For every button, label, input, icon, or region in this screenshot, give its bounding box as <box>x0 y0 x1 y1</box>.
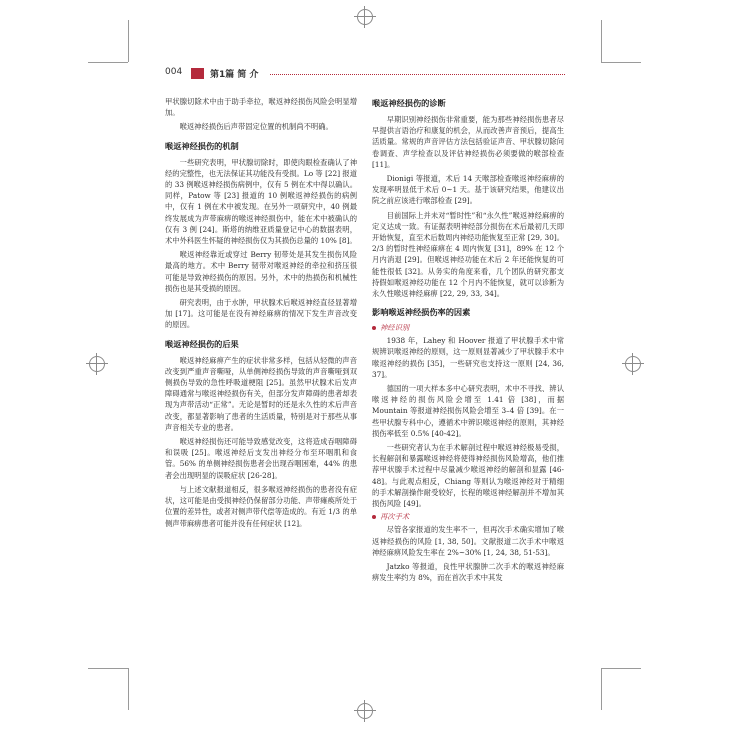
page-number: 004 <box>165 67 183 77</box>
part-title: 第1篇 简 介 <box>210 70 259 80</box>
section-heading-diagnosis: 喉返神经损伤的诊断 <box>372 98 446 108</box>
left-column <box>165 96 357 532</box>
paragraph: Dionigi 等报道，术后 14 天喉部检查喉返神经麻痹的发现率明显低于术后 0~1 天。基于该研究结果，他建议出院之前应该进行喉部检查 [29]。 <box>372 174 564 206</box>
paragraph: 喉返神经靠近或穿过 Berry 韧带处是其发生损伤风险最高的地方。术中 Berry 韧带对喉返神经的牵拉和挤压很可能是导致神经损伤的原因。另外，术中的热损伤和机械性损伤也是其受损的原因。 <box>165 250 357 293</box>
header-rule <box>270 74 565 75</box>
registration-mark-top <box>354 6 376 28</box>
subheading-reoperation <box>372 512 564 522</box>
crop-mark <box>601 20 602 62</box>
paragraph: 一些研究者认为在手术解剖过程中喉返神经极易受损，长程解剖和暴露喉返神经将使得神经损伤风险增高，他们推荐甲状腺手术过程中尽量减少喉返神经的解剖和显露 [46-48]。与此观点相反，Chiang 等则认为喉返神经对于精细的手术解剖操作耐受较好，长程的喉返神经解剖并不增加其损伤风险 [49]。 <box>372 443 564 509</box>
paragraph: 早期识别神经损伤非常重要，能为那些神经损伤患者尽早提供言语治疗和康复的机会，从而改善声音预后，提高生活质量。常规的声音评估方法包括验证声音、甲状腺切除问卷调查、声学检查以及评估神经损伤必须要做的喉部检查 [11]。 <box>372 115 564 169</box>
paragraph: 研究表明，由于水肿，甲状腺术后喉返神经直径显著增加 [17]。这可能是在没有神经麻痹的情况下发生声音改变的原因。 <box>165 298 357 330</box>
crop-mark <box>88 62 128 63</box>
paragraph: 喉返神经麻痹产生的症状非常多样，包括从轻微的声音改变到严重声音嘶哑，从单侧神经损伤导致的声音嘶哑到双侧损伤导致的急性呼吸道梗阻 [25]。虽然甲状腺术后发声障碍通常与喉返神经损伤有关，但部分发声障碍的患者却表现为声带活动“正常”。无论是暂时的还是永久性的术后声音改变，都显著影响了患者的生活质量，特别是对于那些从事声音相关专业的患者。 <box>165 355 357 432</box>
crop-mark <box>601 668 641 669</box>
registration-mark-bottom <box>354 700 376 722</box>
registration-mark-left <box>86 353 108 375</box>
section-heading-factors: 影响喉返神经损伤率的因素 <box>372 307 471 318</box>
paragraph: 甲状腺切除术中由于助手牵拉，喉返神经损伤风险会明显增加。 <box>165 97 357 118</box>
paragraph: 尽管各家报道的发生率不一，但再次手术确实增加了喉返神经损伤的风险 [1, 38, 50]。文献报道二次手术中喉返神经麻痹风险发生率在 2%~30% [1, 24, 38, 51-53]。 <box>372 525 564 557</box>
subheading-identification <box>372 323 564 333</box>
bullet-icon <box>372 515 376 519</box>
paragraph: 一些研究表明，甲状腺切除时，即使肉眼检查确认了神经的完整性，也无法保证其功能没有受损。Lo 等 [22] 报道的 33 例喉返神经损伤病例中，仅有 5 例在术中得以确认。同样，Patow 等 [23] 报道的 10 例喉返神经损伤的病例中，仅有 1 例在术中被发现。在另外一项研究中，40 例最终发展成为声带麻痹的喉返神经损伤中，能在术中被确认的仅有 3 例 [24]。斯塔的纳维亚质量登记中心的数据表明，术中外科医生怀疑的神经损伤仅为其损伤总量的 10% [8]。 <box>165 157 357 246</box>
crop-mark <box>601 668 602 710</box>
section-heading-mechanism: 喉返神经损伤的机制 <box>165 140 239 151</box>
paragraph: 喉返神经损伤还可能导致感觉改变，这将造成吞咽障碍和误吸 [25]。喉返神经后支发出神经分布至环咽肌和食管。56% 的单侧神经损伤患者会出现吞咽困难，44% 的患者会出现明显的误吸症状 [26-28]。 <box>165 437 357 480</box>
bullet-icon <box>372 326 376 330</box>
crop-mark <box>128 668 129 710</box>
section-heading-consequences: 喉返神经损伤的后果 <box>165 338 239 349</box>
paragraph: 德国的一项大样本多中心研究表明，术中不寻找、辨认喉返神经的损伤风险会增至 1.41 倍 [38]，而据 Mountain 等报道神经损伤风险会增至 3–4 倍 [39]。在一些甲状腺专科中心，遵循术中辨识喉返神经的原则，其神经损伤率低至 0.5% [40-42]。 <box>372 384 564 438</box>
crop-mark <box>88 668 128 669</box>
crop-mark <box>601 62 641 63</box>
right-column <box>372 96 564 586</box>
paragraph: 目前国际上并未对“暂时性”和“永久性”喉返神经麻痹的定义达成一致。有证据表明神经部分损伤在术后最初几天即开始恢复，直至术后数周内神经功能恢复至正常 [29, 30]。2/3 的暂时性神经麻痹在 4 周内恢复 [31]，89% 在 12 个月内消退 [29]。但喉返神经功能在术后 2 年还能恢复的可能性很低 [32]。从务实的角度来看，几个团队的研究都支持假如喉返神经功能在 12 个月内不能恢复，就可以诊断为永久性喉返神经麻痹 [22, 29, 33, 34]。 <box>372 210 564 299</box>
paragraph: 喉返神经损伤后声带固定位置的机制尚不明确。 <box>179 122 333 132</box>
subheading-label: 再次手术 <box>380 512 410 522</box>
part-marker <box>191 68 204 79</box>
running-header <box>165 66 565 82</box>
paragraph: Jatzko 等报道，良性甲状腺肿二次手术的喉返神经麻痹发生率约为 8%，而在首次手术中其发 <box>372 561 564 583</box>
crop-mark <box>128 20 129 62</box>
paragraph: 与上述文献报道相反，很多喉返神经损伤的患者没有症状，这可能是由受损神经仍保留部分功能、声带瘫痪所处于位置的差异性，或者对侧声带代偿等造成的。有近 1/3 的单侧声带麻痹患者可能并没有任何症状 [12]。 <box>165 484 357 528</box>
subheading-label: 神经识别 <box>380 323 410 333</box>
paragraph: 1938 年，Lahey 和 Hoover 报道了甲状腺手术中常规辨识喉返神经的原则，这一原则显著减少了甲状腺手术中喉返神经的损伤 [35]，一些研究也支持这一原则 [24, 36, 37]。 <box>372 336 564 379</box>
registration-mark-right <box>622 353 644 375</box>
